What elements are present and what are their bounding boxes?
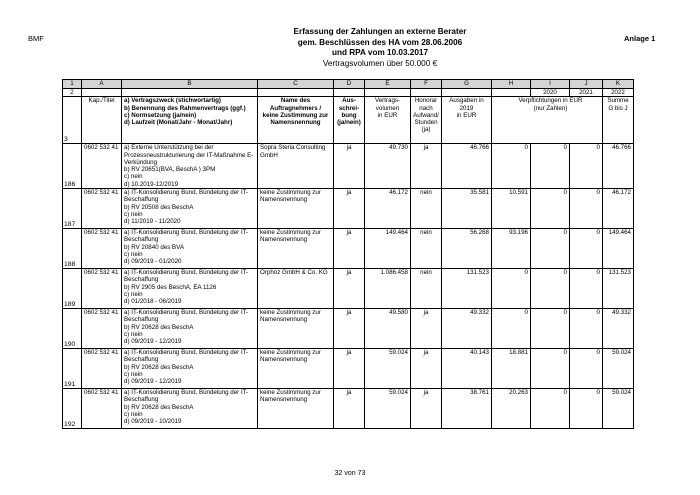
column-letter: F <box>411 80 442 89</box>
cell-verpflichtung-2021: 0 <box>570 309 603 349</box>
row-number: 191 <box>63 349 82 389</box>
cell-vertragsvolumen: 1.086.458 <box>365 269 411 309</box>
cell-vertragszweck: a) IT-Konsolidierung Bund, Bündelung der IT-Beschaffung b) RV 20628 des BeschA c) nein d) 09/2019 - 12/2019 <box>122 349 258 389</box>
table-row <box>63 189 634 229</box>
cell-ausgaben-2019: 56.268 <box>442 229 492 269</box>
cell-ausschreibung: ja <box>334 269 365 309</box>
column-letter: E <box>365 80 411 89</box>
cell-honorar: ja <box>411 144 442 189</box>
table-row <box>63 144 634 189</box>
row-label: 3 <box>63 97 82 144</box>
table-row <box>63 349 634 389</box>
column-letter: C <box>258 80 334 89</box>
cell-verpflichtung-2021: 0 <box>570 229 603 269</box>
year-label: 2022 <box>603 89 634 97</box>
header-kap-titel: Kap./Titel <box>82 97 122 144</box>
column-letter-row <box>63 80 634 89</box>
row-number: 189 <box>63 269 82 309</box>
cell-ausgaben-2019: 46.766 <box>442 144 492 189</box>
cell-kap-titel: 0602 532 41 <box>82 309 122 349</box>
row-number: 186 <box>63 144 82 189</box>
cell-verpflichtung-h: 18.881 <box>492 349 531 389</box>
cell-summe: 149.464 <box>603 229 634 269</box>
empty-cell <box>258 89 334 97</box>
cell-summe: 59.024 <box>603 349 634 389</box>
column-letter: K <box>603 80 634 89</box>
cell-auftragnehmer: keine Zustimmung zur Namensnennung <box>258 389 334 429</box>
row-number: 188 <box>63 229 82 269</box>
cell-verpflichtung-2020: 0 <box>531 349 570 389</box>
cell-auftragnehmer: Sopra Steria Consulting GmbH <box>258 144 334 189</box>
cell-vertragszweck: a) IT-Konsolidierung Bund, Bündelung der IT-Beschaffung b) RV 2905 des BeschA, EA 1126 c) nein d) 01/2018 - 06/2019 <box>122 269 258 309</box>
row-number: 192 <box>63 389 82 429</box>
cell-verpflichtung-2021: 0 <box>570 349 603 389</box>
empty-cell <box>411 89 442 97</box>
cell-verpflichtung-2021: 0 <box>570 269 603 309</box>
cell-verpflichtung-h: 20.263 <box>492 389 531 429</box>
column-header-row <box>63 97 634 144</box>
cell-honorar: nein <box>411 229 442 269</box>
row-label: 2 <box>63 89 82 97</box>
document-source-label: BMF <box>28 34 44 43</box>
cell-verpflichtung-2021: 0 <box>570 144 603 189</box>
cell-honorar: ja <box>411 349 442 389</box>
header-honorar: Honorar nach Aufwand/ Stunden (ja) <box>411 97 442 144</box>
cell-auftragnehmer: keine Zustimmung zur Namensnennung <box>258 189 334 229</box>
cell-vertragszweck: a) IT-Konsolidierung Bund, Bündelung der IT-Beschaffung b) RV 20628 des BeschA c) nein d) 09/2019 - 10/2019 <box>122 389 258 429</box>
column-letter: H <box>492 80 531 89</box>
cell-vertragszweck: a) IT-Konsolidierung Bund, Bündelung der IT-Beschaffung b) RV 20840 des BVA c) nein d) 09/2019 - 01/2020 <box>122 229 258 269</box>
cell-ausgaben-2019: 40.143 <box>442 349 492 389</box>
cell-kap-titel: 0602 532 41 <box>82 189 122 229</box>
empty-cell <box>334 89 365 97</box>
cell-auftragnehmer: keine Zustimmung zur Namensnennung <box>258 229 334 269</box>
empty-cell <box>82 89 122 97</box>
attachment-label: Anlage 1 <box>624 34 656 43</box>
cell-ausgaben-2019: 49.332 <box>442 309 492 349</box>
cell-vertragsvolumen: 59.024 <box>365 349 411 389</box>
year-label: 2021 <box>570 89 603 97</box>
cell-kap-titel: 0602 532 41 <box>82 389 122 429</box>
row-number: 187 <box>63 189 82 229</box>
cell-verpflichtung-2021: 0 <box>570 389 603 429</box>
header-ausschreibung: Aus- schrei- bung (ja/nein) <box>334 97 365 144</box>
cell-vertragsvolumen: 149.464 <box>365 229 411 269</box>
row-label: 1 <box>63 80 82 89</box>
empty-cell <box>365 89 411 97</box>
row-number: 190 <box>63 309 82 349</box>
cell-vertragsvolumen: 59.024 <box>365 389 411 429</box>
cell-vertragszweck: a) IT-Konsolidierung Bund, Bündelung der IT-Beschaffung b) RV 20628 des BeschA c) nein d) 09/2019 - 12/2019 <box>122 309 258 349</box>
table-row <box>63 389 634 429</box>
cell-verpflichtung-2020: 0 <box>531 189 570 229</box>
header-ausgaben: Ausgaben in 2019 in EUR <box>442 97 492 144</box>
cell-verpflichtung-2020: 0 <box>531 309 570 349</box>
cell-vertragszweck: a) Externe Unterstützung bei der Prozessneustrukturierung der IT-Maßnahme E-Verkündung b) RV 20651(BVA, BeschA ) 3PM c) nein d) 10.2019-12/2019 <box>122 144 258 189</box>
cell-verpflichtung-h: 0 <box>492 144 531 189</box>
year-row <box>63 89 634 97</box>
header-verpflichtungen-text: Verpflichtungen in EUR (nur Zahlen) <box>518 97 583 112</box>
cell-honorar: nein <box>411 189 442 229</box>
empty-cell <box>492 89 531 97</box>
cell-ausgaben-2019: 35.581 <box>442 189 492 229</box>
header-vertragsvolumen: Vertrags- volumen in EUR <box>365 97 411 144</box>
empty-cell <box>122 89 258 97</box>
column-letter: D <box>334 80 365 89</box>
cell-ausschreibung: ja <box>334 144 365 189</box>
title-line: Erfassung der Zahlungen an externe Berater <box>293 27 467 36</box>
cell-auftragnehmer: keine Zustimmung zur Namensnennung <box>258 349 334 389</box>
cell-ausgaben-2019: 131.523 <box>442 269 492 309</box>
cell-ausschreibung: ja <box>334 309 365 349</box>
cell-verpflichtung-2020: 0 <box>531 229 570 269</box>
cell-verpflichtung-h: 93.196 <box>492 229 531 269</box>
cell-kap-titel: 0602 532 41 <box>82 349 122 389</box>
cell-vertragsvolumen: 46.172 <box>365 189 411 229</box>
cell-verpflichtung-2020: 0 <box>531 269 570 309</box>
table-row <box>63 309 634 349</box>
cell-summe: 131.523 <box>603 269 634 309</box>
cell-vertragsvolumen: 49.580 <box>365 309 411 349</box>
cell-vertragsvolumen: 49.730 <box>365 144 411 189</box>
cell-ausgaben-2019: 38.761 <box>442 389 492 429</box>
cell-vertragszweck: a) IT-Konsolidierung Bund, Bündelung der IT-Beschaffung b) RV 20508 des BeschA c) nein d) 11/2019 - 11/2020 <box>122 189 258 229</box>
column-letter: B <box>122 80 258 89</box>
cell-ausschreibung: ja <box>334 349 365 389</box>
header-verpflichtungen <box>518 97 583 144</box>
column-letter: I <box>531 80 570 89</box>
cell-ausschreibung: ja <box>334 229 365 269</box>
cell-honorar: ja <box>411 309 442 349</box>
cell-honorar: nein <box>411 269 442 309</box>
column-letter: J <box>570 80 603 89</box>
table-row <box>63 229 634 269</box>
table-row <box>63 269 634 309</box>
year-label: 2020 <box>531 89 570 97</box>
column-letter: A <box>82 80 122 89</box>
cell-auftragnehmer: Orphoz GmbH & Co. KG <box>258 269 334 309</box>
cell-honorar: ja <box>411 389 442 429</box>
empty-cell <box>442 89 492 97</box>
header-summe: Summe G bis J <box>603 97 634 144</box>
cell-verpflichtung-h: 0 <box>492 309 531 349</box>
document-title <box>180 27 580 69</box>
column-letter: G <box>442 80 492 89</box>
cell-verpflichtung-h: 0 <box>492 269 531 309</box>
cell-summe: 46.766 <box>603 144 634 189</box>
cell-summe: 49.332 <box>603 309 634 349</box>
cell-auftragnehmer: keine Zustimmung zur Namensnennung <box>258 309 334 349</box>
cell-ausschreibung: ja <box>334 189 365 229</box>
cell-verpflichtung-2020: 0 <box>531 389 570 429</box>
cell-kap-titel: 0602 532 41 <box>82 269 122 309</box>
cell-verpflichtung-2020: 0 <box>531 144 570 189</box>
payments-table <box>62 79 634 429</box>
header-auftragnehmer: Name des Auftragnehmers / keine Zustimmung zur Namensnennung <box>258 97 334 144</box>
cell-summe: 46.172 <box>603 189 634 229</box>
title-line: und RPA vom 10.03.2017 <box>331 48 428 57</box>
title-line: gem. Beschlüssen des HA vom 28.06.2006 <box>297 37 463 47</box>
header-vertragszweck: a) Vertragszweck (stichwortartig) b) Benennung des Rahmenvertrags (ggf.) c) Normsetzung (ja/nein) d) Laufzeit (Monat/Jahr - Monat/Jahr) <box>122 97 258 144</box>
cell-verpflichtung-2021: 0 <box>570 189 603 229</box>
page-number: 32 von 73 <box>334 470 366 477</box>
cell-kap-titel: 0602 532 41 <box>82 144 122 189</box>
title-subline: Vertragsvolumen über 50.000 € <box>322 58 438 68</box>
cell-verpflichtung-h: 10.591 <box>492 189 531 229</box>
cell-ausschreibung: ja <box>334 389 365 429</box>
cell-kap-titel: 0602 532 41 <box>82 229 122 269</box>
cell-summe: 59.024 <box>603 389 634 429</box>
